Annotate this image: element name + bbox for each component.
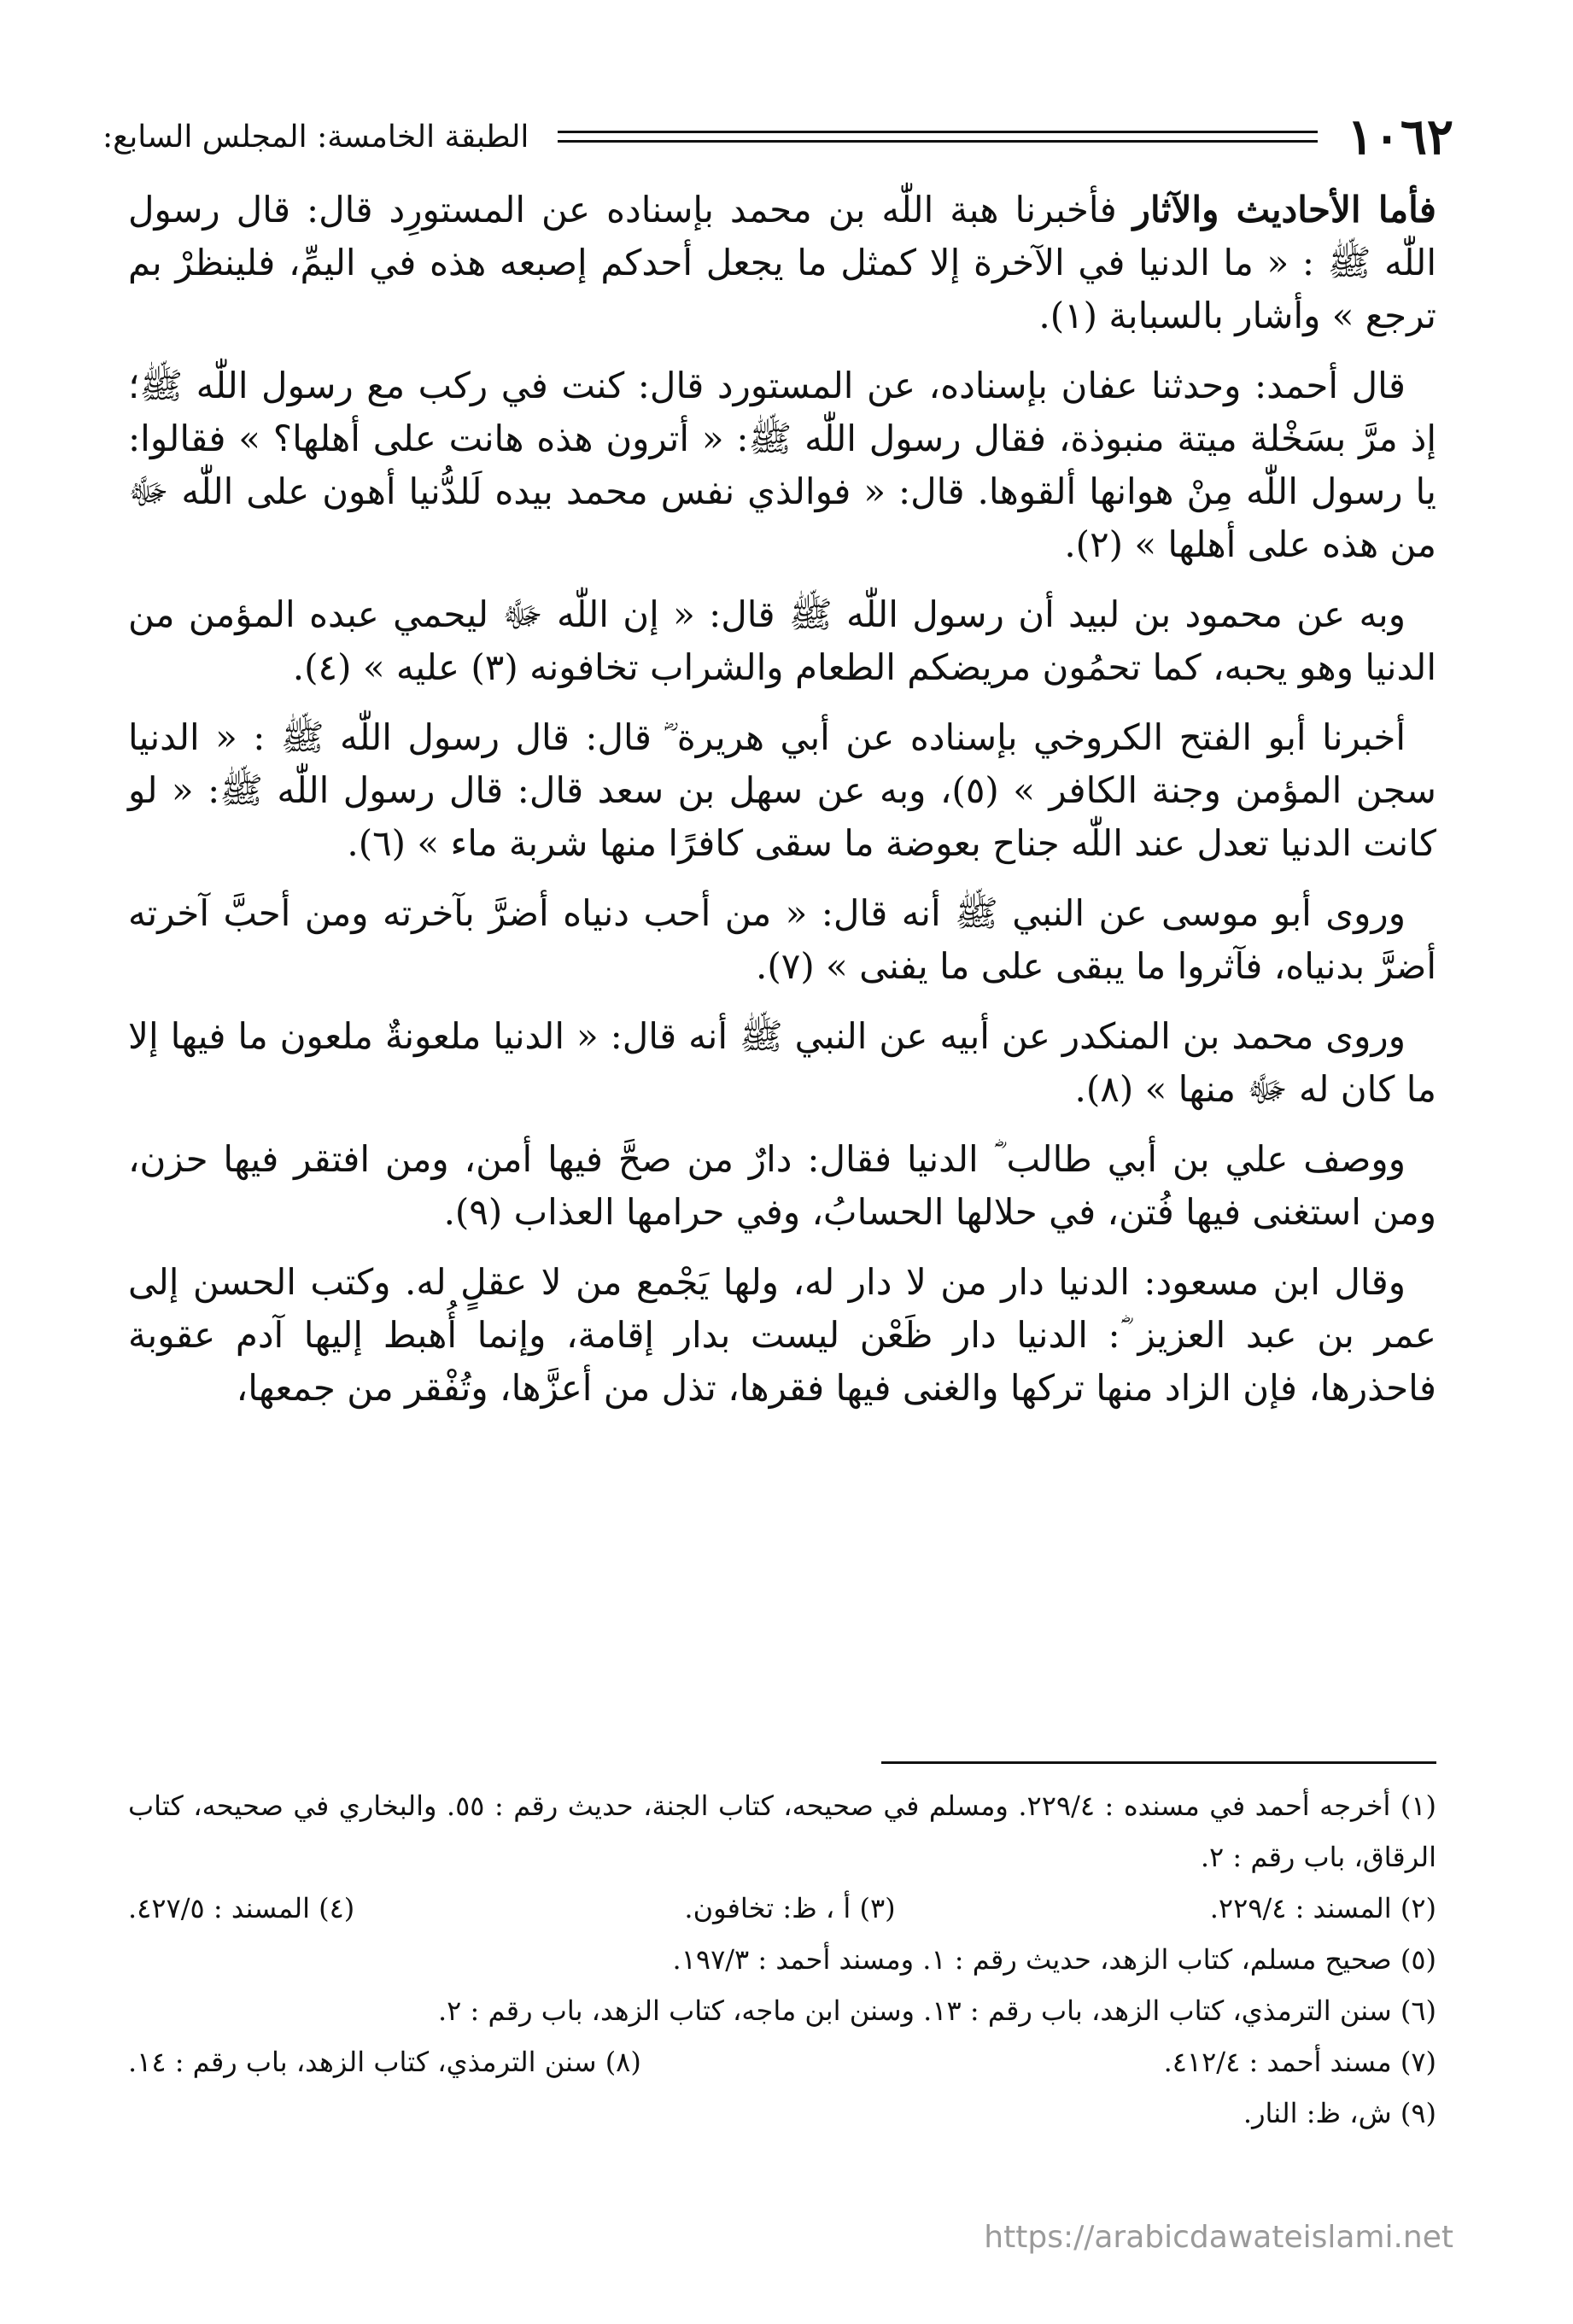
footnote-2: (٢) المسند : ٢٢٩/٤.: [1209, 1892, 1436, 1924]
paragraph-7: ووصف علي بن أبي طالب ؓ الدنيا فقال: دارٌ من صحَّ فيها أمن، ومن افتقر فيها حزن، ومن استغنى فيها فُتن، في حلالها الحسابُ، وفي حرامها العذاب (٩).: [128, 1138, 1436, 1233]
footnote-8: (٨) سنن الترمذي، كتاب الزهد، باب رقم : ١٤.: [128, 2046, 641, 2078]
page-number: ١٠٦٢: [1347, 108, 1453, 166]
footnote-row-7-8: [128, 2036, 1436, 2088]
footnote-4: (٤) المسند : ٤٢٧/٥.: [127, 1892, 355, 1924]
running-title: الطبقة الخامسة: المجلس السابع:: [102, 119, 529, 155]
paragraph-1: [128, 184, 1436, 342]
paragraph-4: أخبرنا أبو الفتح الكروخي بإسناده عن أبي هريرة ؓ قال: قال رسول اللّٰه ﷺ : « الدنيا سجن المؤمن وجنة الكافر » (٥)، وبه عن سهل بن سعد قال: قال رسول اللّٰه ﷺ: « لو كانت الدنيا تعدل عند اللّٰه جناح بعوضة ما سقى كافرًا منها شربة ماء » (٦).: [128, 716, 1436, 864]
footnote-row-5: [128, 1934, 1436, 1985]
running-header: [102, 102, 1453, 171]
section-lead: فأما الأحاديث والآثار: [1132, 189, 1436, 231]
footnote-7: (٧) مسند أحمد : ٤١٢/٤.: [1163, 2046, 1436, 2078]
paragraph-5: وروى أبو موسى عن النبي ﷺ أنه قال: « من أحب دنياه أضرَّ بآخرته ومن أحبَّ آخرته أضرَّ بدنياه، فآثروا ما يبقى على ما يفنى » (٧).: [128, 892, 1436, 987]
paragraph-3: وبه عن محمود بن لبيد أن رسول اللّٰه ﷺ قال: « إن اللّٰه ﷻ ليحمي عبده المؤمن من الدنيا وهو يحبه، كما تحمُون مريضكم الطعام والشراب تخافونه (٣) عليه » (٤).: [128, 593, 1436, 688]
footnote-row-2-4: [128, 1883, 1436, 1934]
footnote-3: (٣) أ ، ظ: تخافون.: [684, 1892, 896, 1924]
main-text: [128, 184, 1436, 1432]
source-watermark: https://arabicdawateislami.net: [984, 2220, 1453, 2255]
footnote-separator: [881, 1761, 1436, 1764]
footnote-1: (١) أخرجه أحمد في مسنده : ٢٢٩/٤. ومسلم في صحيحه، كتاب الجنة، حديث رقم : ٥٥. والبخاري في صحيحه، كتاب الرقاق، باب رقم : ٢.: [128, 1790, 1437, 1873]
header-double-rule: [558, 131, 1318, 143]
paragraph-1-text: فأخبرنا هبة اللّٰه بن محمد بإسناده عن المستورِد قال: قال رسول اللّٰه ﷺ : « ما الدنيا في الآخرة إلا كمثل ما يجعل أحدكم إصبعه هذه في اليمِّ، فلينظرْ بم ترجع » وأشار بالسبابة (١).: [128, 189, 1436, 336]
footnotes: [128, 1780, 1436, 2139]
footnote-row-6: [128, 1985, 1436, 2036]
paragraph-2: قال أحمد: وحدثنا عفان بإسناده، عن المستورد قال: كنت في ركب مع رسول اللّٰه ﷺ؛ إذ مرَّ بسَخْلة ميتة منبوذة، فقال رسول اللّٰه ﷺ: « أترون هذه هانت على أهلها؟ » فقالوا: يا رسول اللّٰه مِنْ هوانها ألقوها. قال: « فوالذي نفس محمد بيده لَلدُّنيا أهون على اللّٰه ﷻ من هذه على أهلها » (٢).: [128, 365, 1436, 565]
footnote-6: (٦) سنن الترمذي، كتاب الزهد، باب رقم : ١٣. وسنن ابن ماجه، كتاب الزهد، باب رقم : ٢.: [437, 1994, 1436, 2027]
footnote-5: (٥) صحيح مسلم، كتاب الزهد، حديث رقم : ١. ومسند أحمد : ١٩٧/٣.: [672, 1943, 1436, 1976]
footnote-row-9: [128, 2088, 1436, 2139]
footnote-9: (٩) ش، ظ: النار.: [1243, 2097, 1436, 2129]
paragraph-6: وروى محمد بن المنكدر عن أبيه عن النبي ﷺ أنه قال: « الدنيا ملعونةٌ ملعون ما فيها إلا ما كان له ﷻ منها » (٨).: [128, 1015, 1436, 1110]
paragraph-8: وقال ابن مسعود: الدنيا دار من لا دار له، ولها يَجْمع من لا عقلٍ له. وكتب الحسن إلى عمر بن عبد العزيز ؓ: الدنيا دار ظَعْن ليست بدار إقامة، وإنما أُهبط إليها آدم عقوبة فاحذرها، فإن الزاد منها تركها والغنى فيها فقرها، تذل من أعزَّها، وتُفْقر من جمعها،: [128, 1261, 1436, 1409]
